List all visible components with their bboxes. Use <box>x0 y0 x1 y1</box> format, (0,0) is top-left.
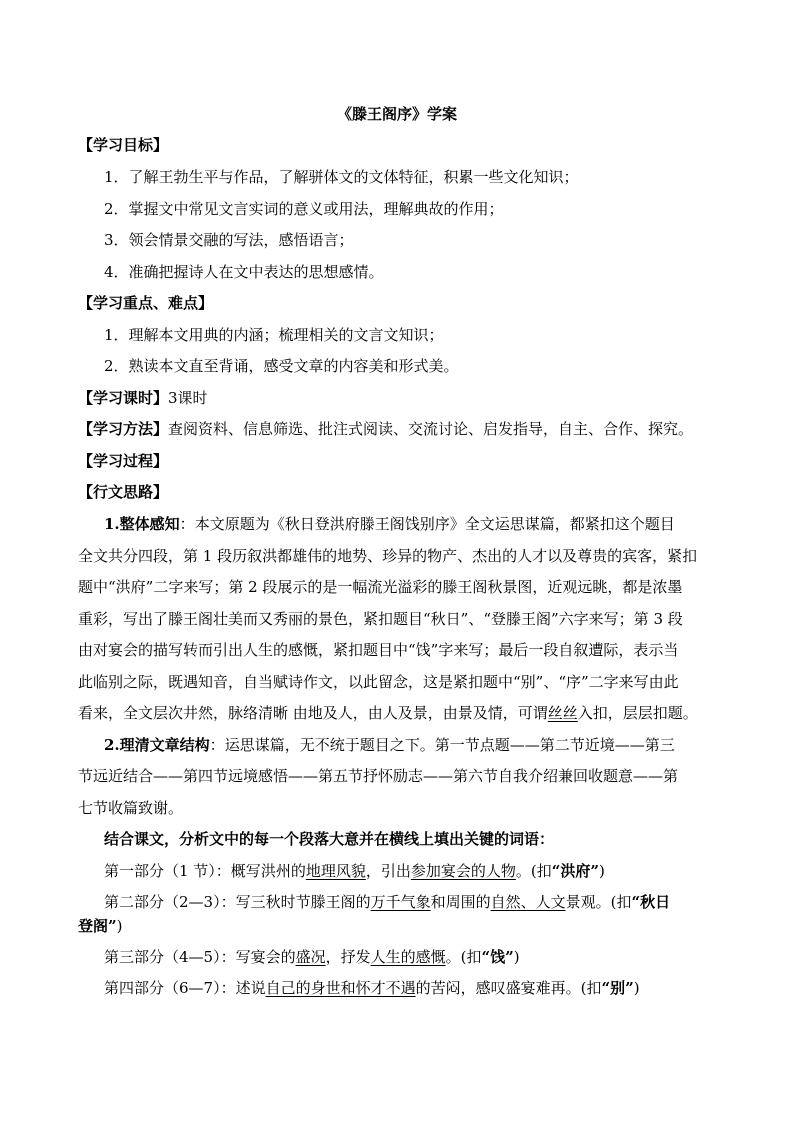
fill-blank: 万千气象 <box>370 893 431 911</box>
part-two-cont: 登阁”) <box>78 917 123 935</box>
key-word: “饯” <box>481 948 514 966</box>
methods-line <box>78 419 693 439</box>
hours-heading: 【学习课时】 <box>78 389 169 407</box>
overall-label: 1.整体感知 <box>104 515 180 533</box>
goals-heading: 【学习目标】 <box>78 136 169 154</box>
key-word: 登阁” <box>78 917 117 935</box>
structure-line: 节远近结合——第四节远境感悟——第五节抒怀励志——第六节自我介绍兼回收题意——第 <box>78 767 679 785</box>
focus-heading: 【学习重点、难点】 <box>78 294 214 312</box>
overall-line: 重彩，写出了滕王阁壮美而又秀丽的景色，紧扣题目“秋日”、“登滕王阁”六字来写；第 3 段 <box>78 610 683 628</box>
overall-line: 题中“洪府”二字来写；第 2 段展示的是一幅流光溢彩的滕王阁秋景图，近观远眺，都是浓墨 <box>78 578 683 596</box>
overall-line: 此临别之际，既遇知音，自当赋诗作文，以此留念，这是紧扣题中“别”、“序”二字来写由此 <box>78 673 679 691</box>
process-heading: 【学习过程】 <box>78 452 169 470</box>
goal-item: 4．准确把握诗人在文中表达的思想感情。 <box>104 263 384 281</box>
fill-blank: 参加宴会的人物 <box>410 862 516 880</box>
underlined-term: 丝丝 <box>547 704 578 722</box>
structure-line: 七节收篇致谢。 <box>78 799 184 817</box>
fill-blank: 自己的身世和怀才不遇 <box>265 979 416 997</box>
key-word: “洪府” <box>551 862 599 880</box>
goal-item: 1．了解王勃生平与作品，了解骈体文的文体特征，积累一些文化知识； <box>104 168 579 186</box>
hours-line <box>78 388 208 408</box>
fill-blank: 盛况 <box>295 948 326 966</box>
structure-line: 2.理清文章结构：运思谋篇，无不统于题目之下。第一节点题——第二节近境——第三 <box>104 736 675 754</box>
fill-blank: 自然、人文 <box>490 893 566 911</box>
fill-blank: 地理风貌 <box>305 862 366 880</box>
part-two: 第二部分（2—3）：写三秋时节滕王阁的万千气象和周围的自然、人文景观。(扣“秋日 <box>104 893 671 911</box>
overall-line: 由对宴会的描写转而引出人生的感慨，紧扣题目中“饯”字来写；最后一段自叙遭际，表示当 <box>78 641 679 659</box>
hours-value: 3课时 <box>168 389 208 407</box>
part-three: 第三部分（4—5）：写宴会的盛况，抒发人生的感慨。(扣“饯”) <box>104 948 520 966</box>
methods-value: 查阅资料、信息筛选、批注式阅读、交流讨论、启发指导，自主、合作、探究。 <box>168 420 694 438</box>
approach-heading: 【行文思路】 <box>78 483 169 501</box>
overall-line: 全文共分四段，第 1 段历叙洪都雄伟的地势、珍异的物产、杰出的人才以及尊贵的宾客，紧扣 <box>78 547 698 565</box>
overall-line: 1.整体感知：本文原题为《秋日登洪府滕王阁饯别序》全文运思谋篇，都紧扣这个题目 <box>104 515 675 533</box>
structure-label: 2.理清文章结构 <box>104 736 210 754</box>
part-one: 第一部分（1 节）：概写洪州的地理风貌，引出参加宴会的人物。(扣“洪府”) <box>104 862 605 880</box>
goal-item: 2．掌握文中常见文言实词的意义或用法，理解典故的作用； <box>104 200 504 218</box>
goal-item: 3．领会情景交融的写法，感悟语言； <box>104 231 354 249</box>
page-title: 《滕王阁序》学案 <box>336 105 457 123</box>
fill-blank: 人生的感慨 <box>370 948 446 966</box>
overall-line: 看来，全文层次井然，脉络清晰 由地及人，由人及景，由景及情，可谓丝丝入扣，层层扣题。 <box>78 704 698 722</box>
key-word: “别” <box>601 979 634 997</box>
task-instruction: 结合课文，分析文中的每一个段落大意并在横线上填出关键的词语： <box>104 830 555 848</box>
key-word: “秋日 <box>631 893 671 911</box>
part-four: 第四部分（6—7）：述说自己的身世和怀才不遇的苦闷，感叹盛宴难再。(扣“别”) <box>104 979 640 997</box>
focus-item: 2．熟读本文直至背诵，感受文章的内容美和形式美。 <box>104 357 459 375</box>
methods-heading: 【学习方法】 <box>78 420 169 438</box>
focus-item: 1．理解本文用典的内涵；梳理相关的文言文知识； <box>104 326 444 344</box>
